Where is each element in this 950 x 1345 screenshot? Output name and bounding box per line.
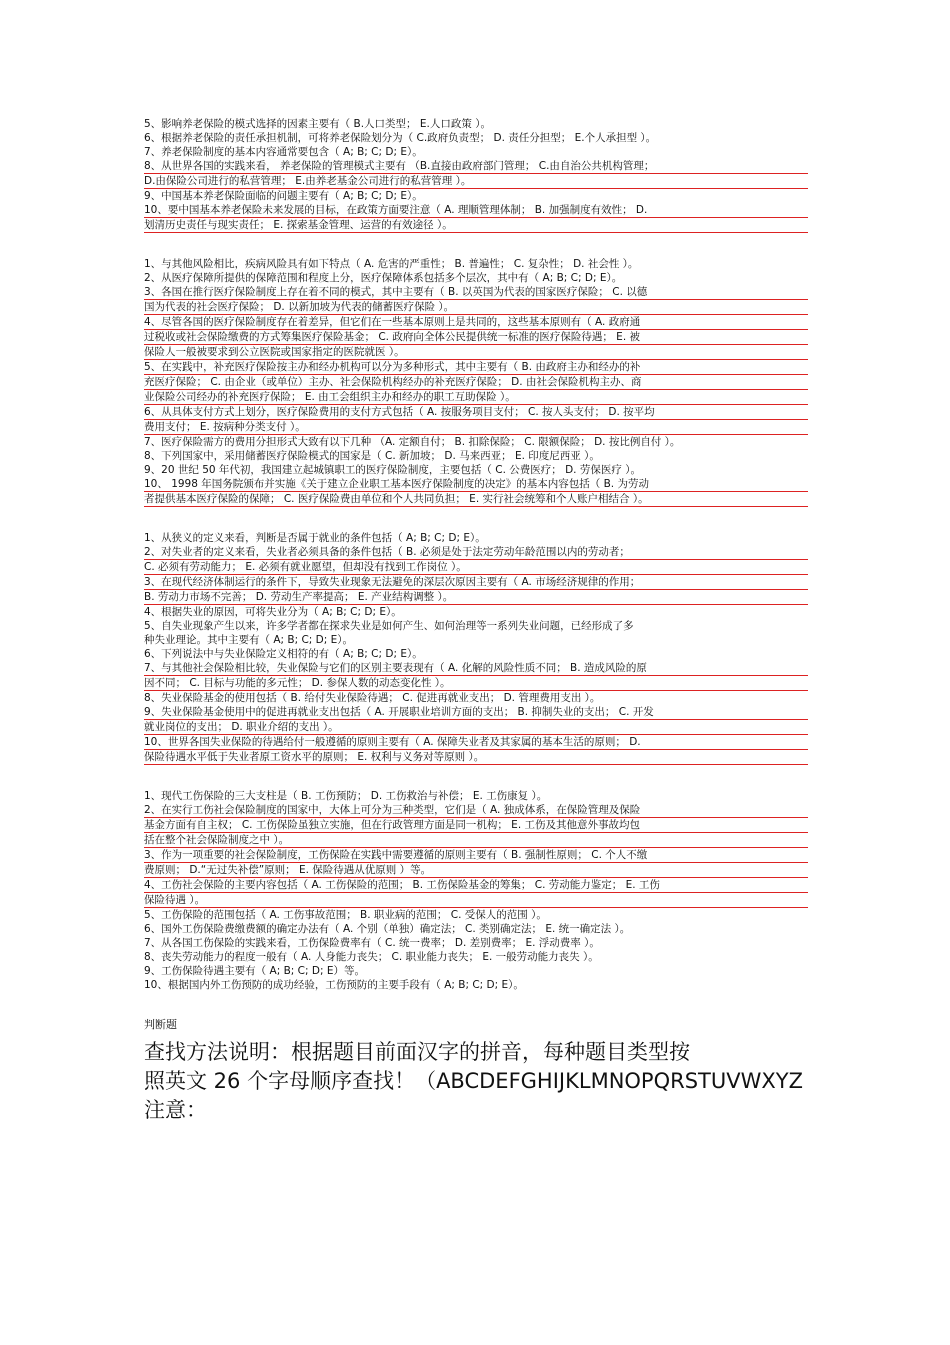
question-line: C. 必须有劳动能力； E. 必须有就业愿望，但却没有找到工作岗位 ）。	[144, 560, 808, 575]
question-section	[144, 117, 808, 233]
question-line: 7、从各国工伤保险的实践来看，工伤保险费率有（ C. 统一费率； D. 差别费率； E. 浮动费率 ）。	[144, 937, 600, 949]
question-line: 10、 1998 年国务院颁布并实施《关于建立企业职工基本医疗保险制度的决定》的基本内容包括（ B. 为劳动	[144, 477, 808, 492]
question-line: 种失业理论。其中主要有（ A; B; C; D; E）。	[144, 634, 354, 646]
document-content	[144, 117, 808, 1125]
question-line: 者提供基本医疗保险的保障； C. 医疗保险费由单位和个人共同负担； E. 实行社会统筹和个人账户相结合 ）。	[144, 492, 808, 507]
question-line: 费用支付； E. 按病种分类支付 ）。	[144, 420, 808, 435]
question-line: 6、国外工伤保险费缴费额的确定办法有（ A. 个别（单独）确定法； C. 类别确定法； E. 统一确定法 ）。	[144, 923, 631, 935]
search-note-line-1: 查找方法说明：根据题目前面汉字的拼音，每种题目类型按	[144, 1040, 690, 1064]
question-line: 5、工伤保险的范围包括（ A. 工伤事故范围； B. 职业病的范围； C. 受保人的范围 ）。	[144, 909, 547, 921]
question-line: 8、失业保险基金的使用包括（ B. 给付失业保险待遇； C. 促进再就业支出； D. 管理费用支出 ）。	[144, 692, 601, 704]
question-line: D.由保险公司进行的私营管理； E.由养老基金公司进行的私营管理 ）。	[144, 174, 808, 189]
search-note-line-2: 照英文 26 个字母顺序查找！（ABCDEFGHIJKLMNOPQRSTUVWXYZ	[144, 1069, 803, 1093]
question-line: 括在整个社会保险制度之中 ）。	[144, 833, 808, 848]
question-line: 5、自失业现象产生以来，许多学者都在探求失业是如何产生、如何治理等一系列失业问题，已经形成了多	[144, 620, 634, 632]
question-section	[144, 789, 808, 992]
question-line: 8、从世界各国的实践来看， 养老保险的管理模式主要有 （B.直接由政府部门管理； C.由自治公共机构管理；	[144, 159, 808, 174]
question-line: 7、养老保险制度的基本内容通常要包含（ A; B; C; D; E）。	[144, 146, 423, 158]
question-line: 8、丧失劳动能力的程度一般有（ A. 人身能力丧失； C. 职业能力丧失； E. 一般劳动能力丧失 ）。	[144, 951, 599, 963]
question-line: 因不同； C. 目标与功能的多元性； D. 参保人数的动态变化性 ）。	[144, 676, 808, 691]
question-line: 8、下列国家中，采用储蓄医疗保险模式的国家是（ C. 新加坡； D. 马来西亚； E. 印度尼西亚 ）。	[144, 450, 600, 462]
question-line: 1、与其他风险相比，疾病风险具有如下特点（ A. 危害的严重性； B. 普遍性； C. 复杂性； D. 社会性 ）。	[144, 258, 639, 270]
question-line: 保险人一般被要求到公立医院或国家指定的医院就医 ）。	[144, 345, 808, 360]
question-line: 9、中国基本养老保险面临的问题主要有（ A; B; C; D; E）。	[144, 190, 423, 202]
question-line: 10、世界各国失业保险的待遇给付一般遵循的原则主要有（ A. 保障失业者及其家属的基本生活的原则； D.	[144, 735, 808, 750]
question-section	[144, 257, 808, 507]
question-line: 业保险公司经办的补充医疗保险； E. 由工会组织主办和经办的职工互助保险 ）。	[144, 390, 808, 405]
question-line: 基金方面有自主权； C. 工伤保险虽独立实施，但在行政管理方面是同一机构； E. 工伤及其他意外事故均包	[144, 818, 808, 833]
question-line: 1、从狭义的定义来看，判断是否属于就业的条件包括（ A; B; C; D; E）。	[144, 532, 486, 544]
judge-heading: 判断题	[144, 1018, 177, 1031]
question-sections	[144, 117, 808, 992]
question-line: 9、失业保险基金使用中的促进再就业支出包括（ A. 开展职业培训方面的支出； B. 抑制失业的支出； C. 开发	[144, 705, 808, 720]
question-section	[144, 531, 808, 765]
question-line: 5、影响养老保险的模式选择的因素主要有（ B.人口类型； E.人口政策 ）。	[144, 118, 491, 130]
question-line: 6、根据养老保险的责任承担机制，可将养老保险划分为（ C.政府负责型； D. 责任分担型； E.个人承担型 ）。	[144, 132, 657, 144]
question-line: 保险待遇水平低于失业者原工资水平的原则； E. 权利与义务对等原则 ）。	[144, 750, 808, 765]
question-line: 6、从具体支付方式上划分，医疗保险费用的支付方式包括（ A. 按服务项目支付； C. 按人头支付； D. 按平均	[144, 405, 808, 420]
question-line: 1、现代工伤保险的三大支柱是（ B. 工伤预防； D. 工伤救治与补偿； E. 工伤康复 ）。	[144, 790, 548, 802]
question-line: 2、在实行工伤社会保险制度的国家中，大体上可分为三种类型，它们是（ A. 独成体系，在保险管理及保险	[144, 803, 808, 818]
question-line: 3、在现代经济体制运行的条件下，导致失业现象无法避免的深层次原因主要有（ A. 市场经济规律的作用；	[144, 575, 808, 590]
question-line: 6、下列说法中与失业保险定义相符的有（ A; B; C; D; E）。	[144, 648, 423, 660]
question-line: 7、医疗保险需方的费用分担形式大致有以下几种 （A. 定额自付； B. 扣除保险； C. 限额保险； D. 按比例自付 ）。	[144, 436, 681, 448]
question-line: 2、从医疗保障所提供的保障范围和程度上分，医疗保障体系包括多个层次，其中有（ A; B; C; D; E）。	[144, 272, 623, 284]
question-line: 费原则； D.“无过失补偿”原则； E. 保险待遇从优原则 ）等。	[144, 863, 808, 878]
question-line: 就业岗位的支出； D. 职业介绍的支出 ）。	[144, 720, 808, 735]
question-line: 9、20 世纪 50 年代初，我国建立起城镇职工的医疗保险制度，主要包括（ C. 公费医疗； D. 劳保医疗 ）。	[144, 464, 641, 476]
question-line: B. 劳动力市场不完善； D. 劳动生产率提高； E. 产业结构调整 ）。	[144, 590, 808, 605]
question-line: 过税收或社会保险缴费的方式筹集医疗保险基金； C. 政府向全体公民提供统一标准的医疗保险待遇； E. 被	[144, 330, 808, 345]
question-line: 充医疗保险； C. 由企业（或单位）主办、社会保险机构经办的补充医疗保险； D. 由社会保险机构主办、商	[144, 375, 808, 390]
question-line: 保险待遇 ）。	[144, 893, 808, 908]
question-line: 4、尽管各国的医疗保险制度存在着差异，但它们在一些基本原则上是共同的，这些基本原则有（ A. 政府通	[144, 315, 808, 330]
question-line: 划清历史责任与现实责任； E. 探索基金管理、运营的有效途径 ）。	[144, 218, 808, 233]
question-line: 3、各国在推行医疗保险制度上存在着不同的模式，其中主要有（ B. 以英国为代表的国家医疗保险； C. 以德	[144, 285, 808, 300]
question-line: 10、根据国内外工伤预防的成功经验，工伤预防的主要手段有（ A; B; C; D; E）。	[144, 979, 524, 991]
question-line: 国为代表的社会医疗保险； D. 以新加坡为代表的储蓄医疗保险 ）。	[144, 300, 808, 315]
question-line: 5、在实践中，补充医疗保险按主办和经办机构可以分为多种形式，其中主要有（ B. 由政府主办和经办的补	[144, 360, 808, 375]
question-line: 9、工伤保险待遇主要有（ A; B; C; D; E）等。	[144, 965, 365, 977]
question-line: 10、要中国基本养老保险未来发展的目标，在政策方面要注意（ A. 理顺管理体制； B. 加强制度有效性； D.	[144, 203, 808, 218]
question-line: 3、作为一项重要的社会保险制度，工伤保险在实践中需要遵循的原则主要有（ B. 强制性原则； C. 个人不缴	[144, 848, 808, 863]
question-line: 7、与其他社会保险相比较，失业保险与它们的区别主要表现有（ A. 化解的风险性质不同； B. 造成风险的原	[144, 661, 808, 676]
search-note-line-3: 注意：	[144, 1098, 207, 1122]
question-line: 2、对失业者的定义来看，失业者必须具备的条件包括（ B. 必须是处于法定劳动年龄范围以内的劳动者；	[144, 545, 808, 560]
question-line: 4、工伤社会保险的主要内容包括（ A. 工伤保险的范围； B. 工伤保险基金的筹集； C. 劳动能力鉴定； E. 工伤	[144, 878, 808, 893]
question-line: 4、根据失业的原因，可将失业分为（ A; B; C; D; E）。	[144, 606, 402, 618]
